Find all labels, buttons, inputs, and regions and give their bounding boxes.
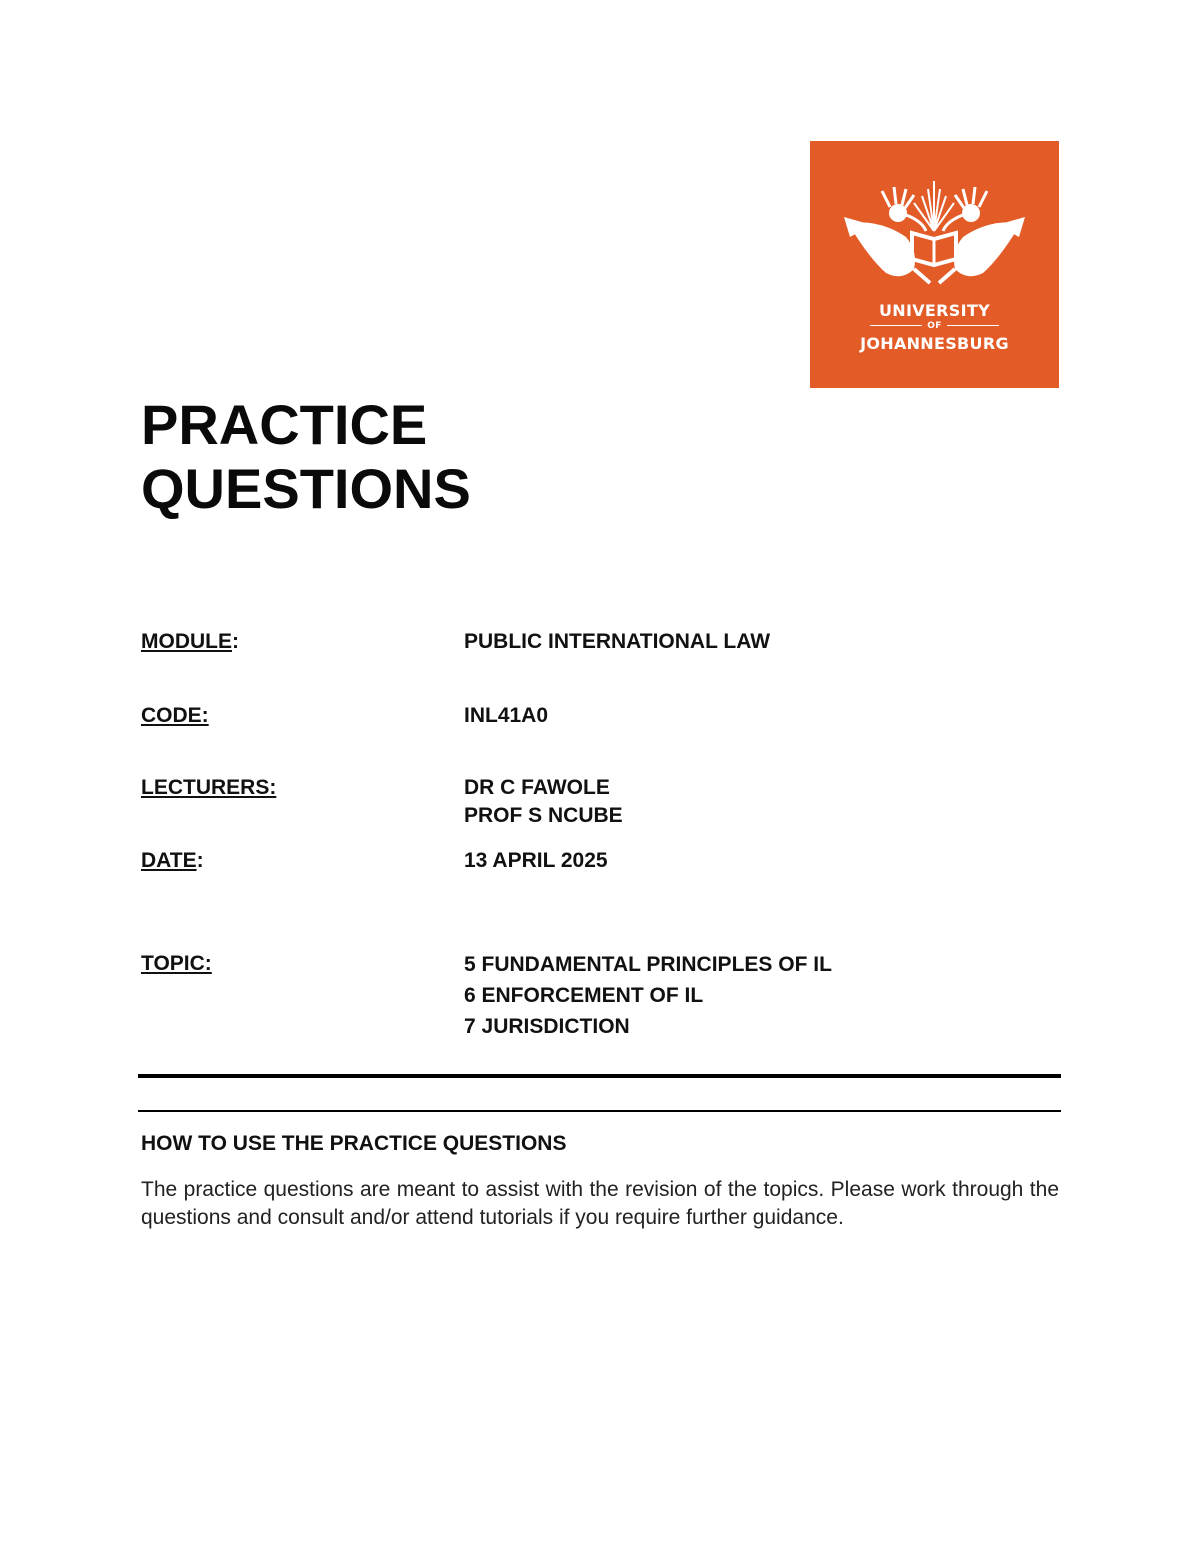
hoopoe-emblem-icon (810, 141, 1059, 291)
module-label-text: MODULE (141, 630, 232, 653)
module-value: PUBLIC INTERNATIONAL LAW (464, 630, 771, 653)
lecturers-label (141, 774, 276, 802)
university-logo (810, 141, 1059, 388)
topic-item-1: 5 FUNDAMENTAL PRINCIPLES OF IL (464, 953, 832, 976)
topic-value (464, 949, 832, 1042)
divider-thick (138, 1074, 1061, 1078)
code-value: INL41A0 (464, 704, 549, 727)
howto-paragraph: The practice questions are meant to assist with the revision of the topics. Please work through the questions and consult and/or attend tutorials if you require further guidance. (141, 1178, 1059, 1229)
document-title (141, 393, 471, 521)
topic-label-text: TOPIC: (141, 952, 212, 975)
module-label-colon: : (232, 630, 239, 653)
title-line-1: PRACTICE (141, 393, 428, 456)
title-line-2: QUESTIONS (141, 457, 471, 520)
topic-item-2: 6 ENFORCEMENT OF IL (464, 984, 704, 1007)
lecturers-value (464, 774, 623, 830)
logo-text-johannesburg: JOHANNESBURG (860, 334, 1009, 353)
howto-heading: HOW TO USE THE PRACTICE QUESTIONS (141, 1132, 567, 1155)
date-label-text: DATE (141, 849, 197, 872)
logo-text-university: UNIVERSITY (879, 301, 990, 320)
topic-item-3: 7 JURISDICTION (464, 1015, 630, 1038)
code-label (141, 702, 209, 730)
date-label-colon: : (196, 849, 204, 872)
logo-text-of: OF (810, 321, 1059, 331)
lecturer-1: DR C FAWOLE (464, 776, 610, 799)
module-label (141, 628, 239, 656)
lecturer-2: PROF S NCUBE (464, 804, 623, 827)
lecturers-label-text: LECTURERS: (141, 776, 277, 799)
date-label (141, 847, 204, 875)
code-label-text: CODE: (141, 704, 209, 727)
divider-thin (138, 1110, 1061, 1112)
topic-label (141, 950, 212, 978)
date-value: 13 APRIL 2025 (464, 849, 608, 872)
